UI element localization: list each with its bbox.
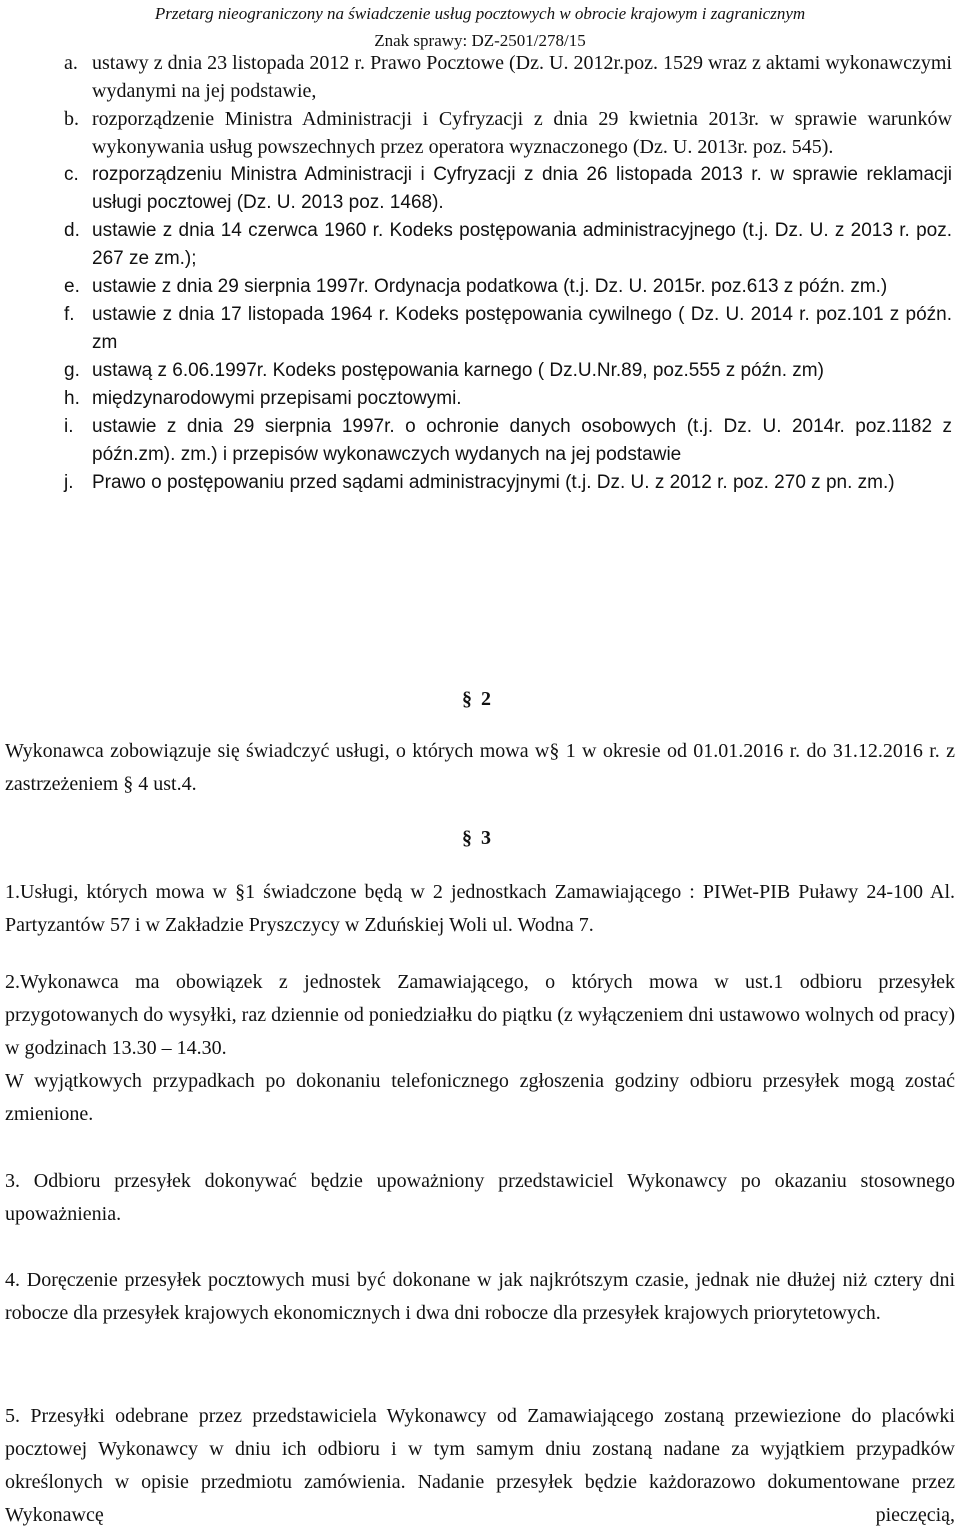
list-item <box>0 161 960 217</box>
section-3-paragraph-4: 4. Doręczenie przesyłek pocztowych musi być dokonane w jak najkrótszym czasie, jednak nie dłużej niż cztery dni robocze dla przesyłek krajowych ekonomicznych i dwa dni robocze dla przesyłek krajowych priorytetowych. <box>5 1269 955 1324</box>
list-item <box>0 385 960 413</box>
header-case-number: Znak sprawy: DZ-2501/278/15 <box>374 31 586 50</box>
list-item-letter: g. <box>64 360 80 381</box>
list-item-text: ustawy z dnia 23 listopada 2012 r. Prawo Pocztowe (Dz. U. 2012r.poz. 1529 wraz z aktami wykonawczymi wydanymi na jej podstawie, <box>92 52 952 102</box>
section-3-paragraph-2b: W wyjątkowych przypadkach po dokonaniu telefonicznego zgłoszenia godziny odbioru przesyłek mogą zostać zmienione. <box>5 1070 955 1125</box>
section-number: 2 <box>481 688 491 710</box>
list-item <box>0 469 960 497</box>
list-item-text: ustawie z dnia 14 czerwca 1960 r. Kodeks postępowania administracyjnego (t.j. Dz. U. z 2013 r. poz. 267 ze zm.); <box>92 220 952 269</box>
list-item <box>0 413 960 469</box>
section-3-paragraph-2: 2.Wykonawca ma obowiązek z jednostek Zamawiającego, o których mowa w ust.1 odbioru przesyłek przygotowanych do wysyłki, raz dziennie od poniedziałku do piątku (z wyłączeniem dni ustawowo wolnych od pracy) w godzinach 13.30 – 14.30. <box>5 971 955 1059</box>
list-item-letter: b. <box>64 108 79 130</box>
list-item-text: ustawą z 6.06.1997r. Kodeks postępowania karnego ( Dz.U.Nr.89, poz.555 z późn. zm) <box>92 360 824 381</box>
section-2-text: Wykonawca zobowiązuje się świadczyć usługi, o których mowa w§ 1 w okresie od 01.01.2016 r. do 31.12.2016 r. z zastrzeżeniem § 4 ust.4. <box>5 740 955 795</box>
list-item <box>0 49 960 105</box>
list-item-text: ustawie z dnia 17 listopada 1964 r. Kodeks postępowania cywilnego ( Dz. U. 2014 r. poz.101 z późn. zm <box>92 304 952 353</box>
section-3-paragraph-5: 5. Przesyłki odebrane przez przedstawiciela Wykonawcy od Zamawiającego zostaną przewiezione do placówki pocztowej Wykonawcy w dniu ich odbioru i w tym samym dniu zostaną nadane za wyjątkiem przypadków określonych w opisie przedmiotu zamówienia. Nadanie przesyłek będzie każdorazowo dokumentowane przez Wykonawcę pieczęcią, <box>5 1405 955 1526</box>
list-item <box>0 273 960 301</box>
list-item-letter: j. <box>64 472 74 493</box>
list-item <box>0 217 960 273</box>
section-number: 3 <box>481 827 491 849</box>
section-3-paragraph-1: 1.Usługi, których mowa w §1 świadczone będą w 2 jednostkach Zamawiającego : PIWet-PIB Puławy 24-100 Al. Partyzantów 57 i w Zakładzie Pryszczycy w Zduńskiej Woli ul. Wodna 7. <box>5 881 955 936</box>
list-item <box>0 105 960 161</box>
list-item-letter: d. <box>64 220 80 241</box>
list-item-text: ustawie z dnia 29 sierpnia 1997r. Ordynacja podatkowa (t.j. Dz. U. 2015r. poz.613 z późn. zm.) <box>92 276 888 297</box>
list-item-letter: e. <box>64 276 80 297</box>
list-item-text: rozporządzeniu Ministra Administracji i Cyfryzacji z dnia 26 listopada 2013 r. w sprawie reklamacji usługi pocztowej (Dz. U. 2013 poz. 1468). <box>92 164 952 213</box>
list-item-letter: a. <box>64 52 78 74</box>
document-header <box>0 0 960 54</box>
list-item-text: ustawie z dnia 29 sierpnia 1997r. o ochronie danych osobowych (t.j. Dz. U. 2014r. poz.1182 z późn.zm). zm.) i przepisów wykonawczych wydanych na jej podstawie <box>92 416 952 465</box>
list-item-text: rozporządzenie Ministra Administracji i Cyfryzacji z dnia 29 kwietnia 2013r. w sprawie warunków wykonywania usług powszechnych przez operatora wyznaczonego (Dz. U. 2013r. poz. 545). <box>92 108 952 158</box>
section-3-paragraph-3: 3. Odbioru przesyłek dokonywać będzie upoważniony przedstawiciel Wykonawcy po okazaniu stosownego upoważnienia. <box>5 1170 955 1225</box>
section-3-heading <box>462 827 491 850</box>
header-title: Przetarg nieograniczony na świadczenie usług pocztowych w obrocie krajowym i zagranicznym <box>154 4 806 23</box>
section-sign: § <box>462 827 472 849</box>
list-item-text: międzynarodowymi przepisami pocztowymi. <box>92 388 462 409</box>
section-sign: § <box>462 688 472 710</box>
list-item-letter: c. <box>64 164 79 185</box>
section-2-heading <box>462 688 491 711</box>
list-item-letter: f. <box>64 304 75 325</box>
list-item-letter: i. <box>64 416 74 437</box>
list-item <box>0 357 960 385</box>
list-item <box>0 301 960 357</box>
list-item-letter: h. <box>64 388 80 409</box>
legal-basis-list <box>0 49 960 497</box>
list-item-text: Prawo o postępowaniu przed sądami administracyjnymi (t.j. Dz. U. z 2012 r. poz. 270 z pn. zm.) <box>92 472 895 493</box>
